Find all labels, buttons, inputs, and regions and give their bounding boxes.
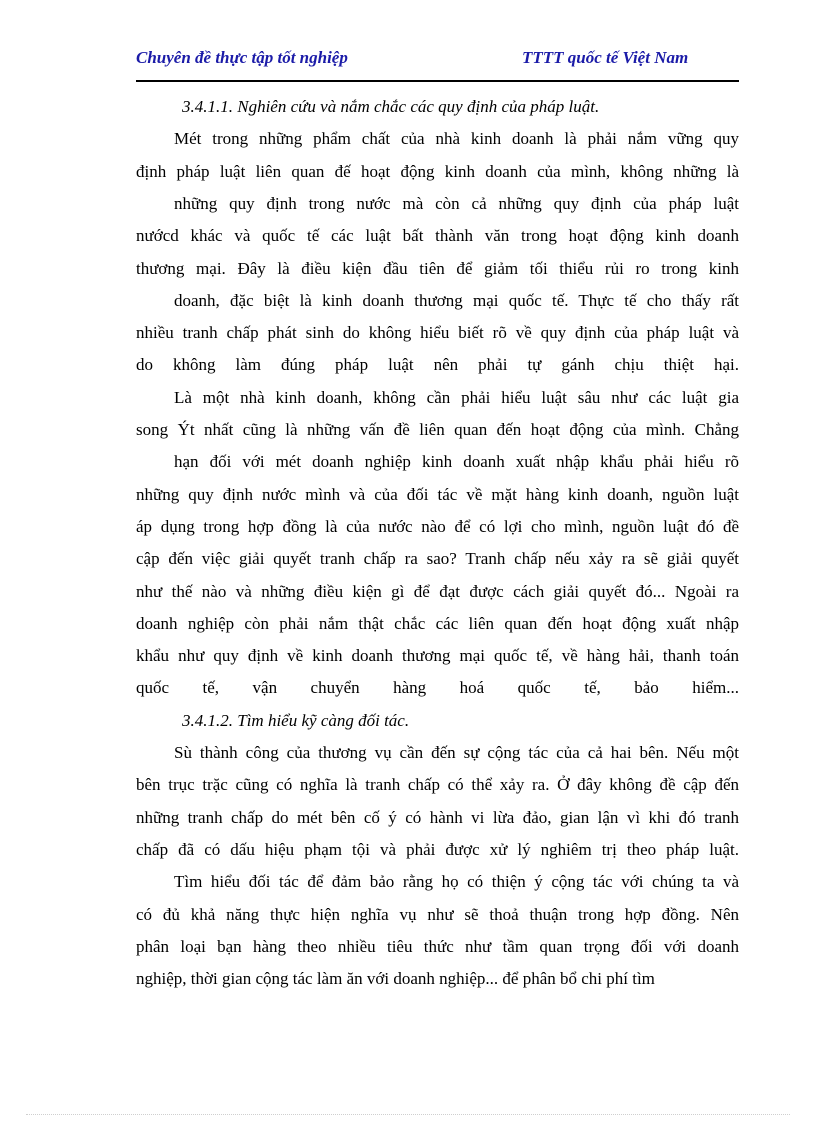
paragraph-line: Là một nhà kinh doanh, không cần phải hiểu luật sâu như các luật gia (174, 387, 739, 407)
paragraph-line: Sù thành công của thương vụ cần đến sự cộng tác của cả hai bên. Nếu một (174, 743, 739, 762)
paragraph-line: Tìm hiểu đối tác để đảm bảo rằng họ có thiện ý cộng tác với chúng ta và (174, 872, 739, 892)
paragraph-line: nướcd khác và quốc tế các luật bất thành văn trong hoạt động kinh doanh (136, 226, 739, 246)
paragraph-line: do không làm đúng pháp luật nên phải tự gánh chịu thiệt hại. (136, 355, 739, 375)
paragraph-line: thương mại. Đây là điều kiện đầu tiên để giảm tối thiểu rủi ro trong kinh (136, 258, 739, 278)
paragraph-line: nhiều tranh chấp phát sinh do không hiểu biết rõ về quy định của pháp luật và (136, 323, 739, 343)
paragraph-line: song Ýt nhất cũng là những vấn đề liên quan đến hoạt động của mình. Chẳng (136, 420, 739, 439)
paragraph-line: định pháp luật liên quan đế hoạt động kinh doanh của mình, không những là (136, 161, 739, 181)
paragraph-line: những quy định nước mình và của đối tác về mặt hàng kinh doanh, nguồn luật (136, 484, 739, 504)
paragraph-line: những tranh chấp do mét bên cố ý có hành vi lừa đảo, gian lận vì khi đó tranh (136, 807, 739, 827)
paragraph-line: doanh nghiệp còn phải nắm thật chắc các liên quan đến hoạt động xuất nhập (136, 613, 739, 633)
paragraph-line: bên trục trặc cũng có nghĩa là tranh chấp có thể xảy ra. Ở đây không đề cập đến (136, 775, 739, 795)
paragraph-line: quốc tế, vận chuyển hàng hoá quốc tế, bảo hiểm... (136, 678, 739, 698)
page-bottom-border (26, 1114, 790, 1115)
header-left-title: Chuyên đề thực tập tốt nghiệp (136, 48, 348, 67)
header-divider (136, 80, 739, 82)
section-heading: 3.4.1.1. Nghiên cứu và nắm chắc các quy định của pháp luật. (182, 97, 600, 116)
paragraph-line: nghiệp, thời gian cộng tác làm ăn với doanh nghiệp... để phân bổ chi phí tìm (136, 969, 655, 989)
paragraph-line: có đủ khả năng thực hiện nghĩa vụ như sẽ thoả thuận trong hợp đồng. Nên (136, 904, 739, 924)
paragraph-line: phân loại bạn hàng theo nhiều tiêu thức như tầm quan trọng đối với doanh (136, 936, 739, 956)
header-right-title: TTTT quốc tế Việt Nam (522, 48, 689, 67)
paragraph-line: khẩu như quy định về kinh doanh thương mại quốc tế, về hàng hải, thanh toán (136, 646, 739, 666)
paragraph-line: cập đến việc giải quyết tranh chấp ra sao? Tranh chấp nếu xảy ra sẽ giải quyết (136, 549, 739, 569)
paragraph-line: chấp đã có dấu hiệu phạm tội và phải được xử lý nghiêm trị theo pháp luật. (136, 839, 739, 859)
paragraph-line: như thế nào và những điều kiện gì để đạt được cách giải quyết đó... Ngoài ra (136, 581, 739, 601)
paragraph-line: hạn đối với mét doanh nghiệp kinh doanh xuất nhập khẩu phải hiểu rõ (174, 452, 739, 472)
paragraph-line: doanh, đặc biệt là kinh doanh thương mại quốc tế. Thực tế cho thấy rất (174, 290, 739, 310)
section-heading: 3.4.1.2. Tìm hiểu kỹ càng đối tác. (182, 710, 410, 730)
paragraph-line: Mét trong những phẩm chất của nhà kinh doanh là phải nắm vững quy (174, 129, 739, 149)
paragraph-line: những quy định trong nước mà còn cả những quy định của pháp luật (174, 193, 739, 213)
paragraph-line: áp dụng trong hợp đồng là của nước nào để có lợi cho mình, nguồn luật đó đề (136, 516, 739, 536)
page-header (136, 48, 739, 72)
